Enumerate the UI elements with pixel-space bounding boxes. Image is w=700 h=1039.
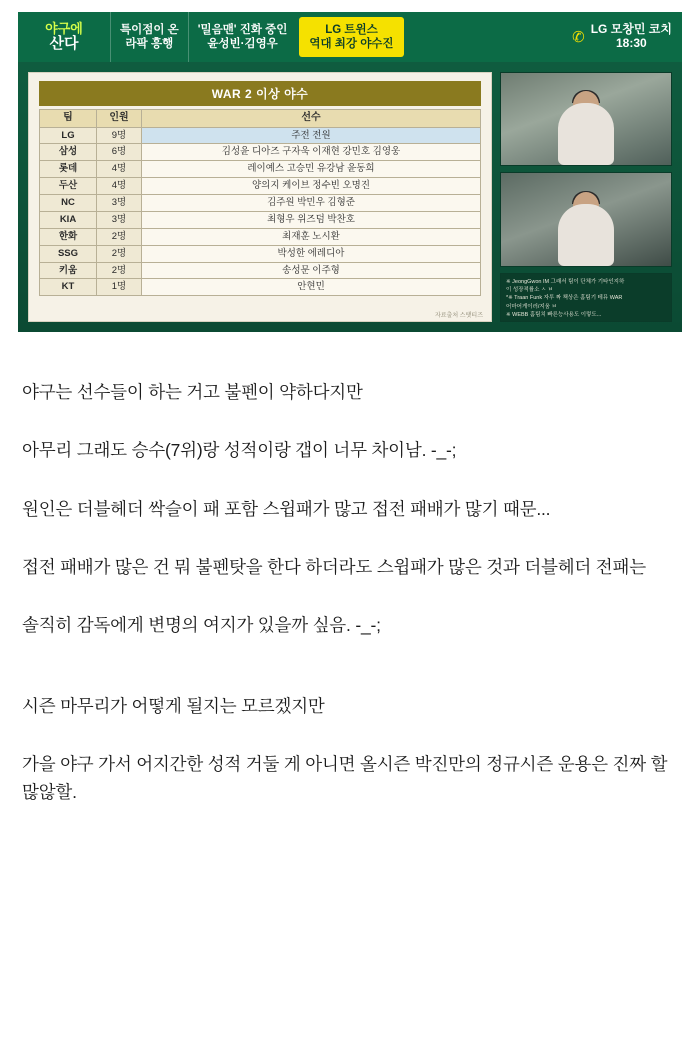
- headline-segment-3: [299, 17, 403, 57]
- war-cell-players: 레이예스 고승민 유강남 윤동희: [142, 161, 481, 178]
- war-cell-count: 1명: [97, 279, 142, 296]
- broadcast-body: [18, 62, 682, 332]
- war-cell-count: 4명: [97, 161, 142, 178]
- table-row: [40, 127, 481, 144]
- cam-bottom: [500, 172, 672, 266]
- phone-icon: ✆: [572, 29, 585, 46]
- war-cell-count: 6명: [97, 144, 142, 161]
- war-cell-count: 2명: [97, 228, 142, 245]
- war-cell-team: LG: [40, 127, 97, 144]
- war-col-team: 팀: [40, 110, 97, 128]
- war-cell-team: NC: [40, 195, 97, 212]
- post-paragraph-3: 원인은 더블헤더 싹슬이 패 포함 스윕패가 많고 접전 패배가 많기 때문...: [22, 498, 551, 519]
- war-cell-count: 9명: [97, 127, 142, 144]
- war-cell-count: 3명: [97, 195, 142, 212]
- chat-notes-panel: [500, 273, 672, 322]
- war-slide-title: WAR 2 이상 야수: [39, 81, 481, 106]
- table-row: [40, 144, 481, 161]
- chat-note-line: *※ Traan Funk 자투 짜 책상은 홈팀기 테뮤 WAR: [506, 295, 623, 302]
- headline-segment-3-line1: LG 트윈스: [325, 23, 378, 36]
- camera-column: [500, 72, 672, 322]
- table-row: [40, 161, 481, 178]
- post-paragraph-6: 시즌 마무리가 어떻게 될지는 모르겠지만: [22, 695, 325, 716]
- cam-top-body: [558, 103, 614, 165]
- war-cell-players: 김주원 박민우 김형준: [142, 195, 481, 212]
- war-cell-count: 2명: [97, 245, 142, 262]
- chat-note-line: ※ WEBB 홈팀치 빠른능사용도 이렇도...: [506, 311, 602, 318]
- war-cell-team: 롯데: [40, 161, 97, 178]
- chat-note-line: ※ JeongGwon IM 그래서 팀이 단체가 기타인지하: [506, 278, 625, 285]
- table-row: [40, 245, 481, 262]
- war-table: [39, 109, 481, 296]
- program-logo-line1: 야구에: [45, 21, 83, 37]
- table-row: [40, 178, 481, 195]
- right-margin: [682, 12, 700, 1039]
- war-cell-team: 두산: [40, 178, 97, 195]
- next-guest-time: 18:30: [616, 36, 647, 50]
- war-cell-count: 2명: [97, 262, 142, 279]
- next-guest-name: LG 모창민 코치: [590, 22, 672, 37]
- war-col-players: 선수: [142, 110, 481, 128]
- war-cell-team: SSG: [40, 245, 97, 262]
- headline-segment-2-line1: '밀음맨' 진화 중인: [197, 23, 288, 36]
- war-cell-players: 안현민: [142, 279, 481, 296]
- post-paragraph-7: 가을 야구 가서 어지간한 성적 거둘 게 아니면 올시즌 박진만의 정규시즌 운용은 진짜 할많않할.: [22, 754, 668, 803]
- post-paragraph-1: 야구는 선수들이 하는 거고 불펜이 약하다지만: [22, 382, 363, 402]
- program-logo: [18, 12, 110, 62]
- cam-top: [500, 72, 672, 166]
- page-root: [0, 12, 700, 1039]
- broadcast-top-bar: [18, 12, 682, 62]
- war-cell-count: 3명: [97, 211, 142, 228]
- post-paragraph-2: 아무리 그래도 승수(7위)랑 성적이랑 갭이 너무 차이남. -_-;: [22, 440, 457, 461]
- post-paragraph-5: 솔직히 감독에게 변명의 여지가 있을까 싶음. -_-;: [22, 615, 381, 636]
- table-row: [40, 262, 481, 279]
- headline-segment-3-line2: 역대 최강 야수진: [309, 38, 394, 50]
- table-row: [40, 195, 481, 212]
- headline-segment-1-line1: 특이점이 온: [120, 23, 179, 36]
- war-slide: [28, 72, 492, 322]
- war-cell-team: KT: [40, 279, 97, 296]
- table-row: [40, 279, 481, 296]
- war-cell-players: 양의지 케이브 정수빈 오명진: [142, 178, 481, 195]
- left-margin: [0, 12, 18, 1039]
- war-col-count: 인원: [97, 110, 142, 128]
- war-cell-players: 김성윤 디아즈 구자욱 이재현 강민호 김영웅: [142, 144, 481, 161]
- headline-segment-2: [188, 12, 297, 62]
- program-logo-line2: 산다: [49, 34, 79, 52]
- war-cell-team: 키움: [40, 262, 97, 279]
- war-cell-team: KIA: [40, 211, 97, 228]
- broadcast-next-guest: [562, 12, 682, 62]
- chat-note-line: 이 성장적률소 ㅅ ㅂ: [506, 287, 554, 294]
- chat-note-line: 어마어게이러/지움 ㅂ: [506, 303, 557, 310]
- headline-segment-1: [110, 12, 188, 62]
- cam-bottom-body: [558, 204, 614, 266]
- war-slide-credit: 자료출처 스탯티즈: [434, 313, 483, 319]
- war-cell-team: 삼성: [40, 144, 97, 161]
- table-row: [40, 211, 481, 228]
- war-table-header-row: [40, 110, 481, 128]
- post-paragraph-4: 접전 패배가 많은 건 뭐 불펜탓을 한다 하더라도 스윕패가 많은 것과 더블헤더 전패는: [22, 557, 646, 578]
- war-cell-players: 박성한 에레디아: [142, 245, 481, 262]
- headline-segment-1-line2: 라팍 흥행: [125, 38, 174, 50]
- headline-segment-2-line2: 윤성빈·김영우: [207, 38, 278, 50]
- war-cell-players: 최형우 위즈덤 박찬호: [142, 211, 481, 228]
- post-body: [0, 332, 700, 827]
- war-cell-count: 4명: [97, 178, 142, 195]
- war-cell-players: 최재훈 노시환: [142, 228, 481, 245]
- broadcast-screenshot: [18, 12, 682, 332]
- table-row: [40, 228, 481, 245]
- war-cell-team: 한화: [40, 228, 97, 245]
- war-cell-players: 송성문 이주형: [142, 262, 481, 279]
- war-cell-players: 주전 전원: [142, 127, 481, 144]
